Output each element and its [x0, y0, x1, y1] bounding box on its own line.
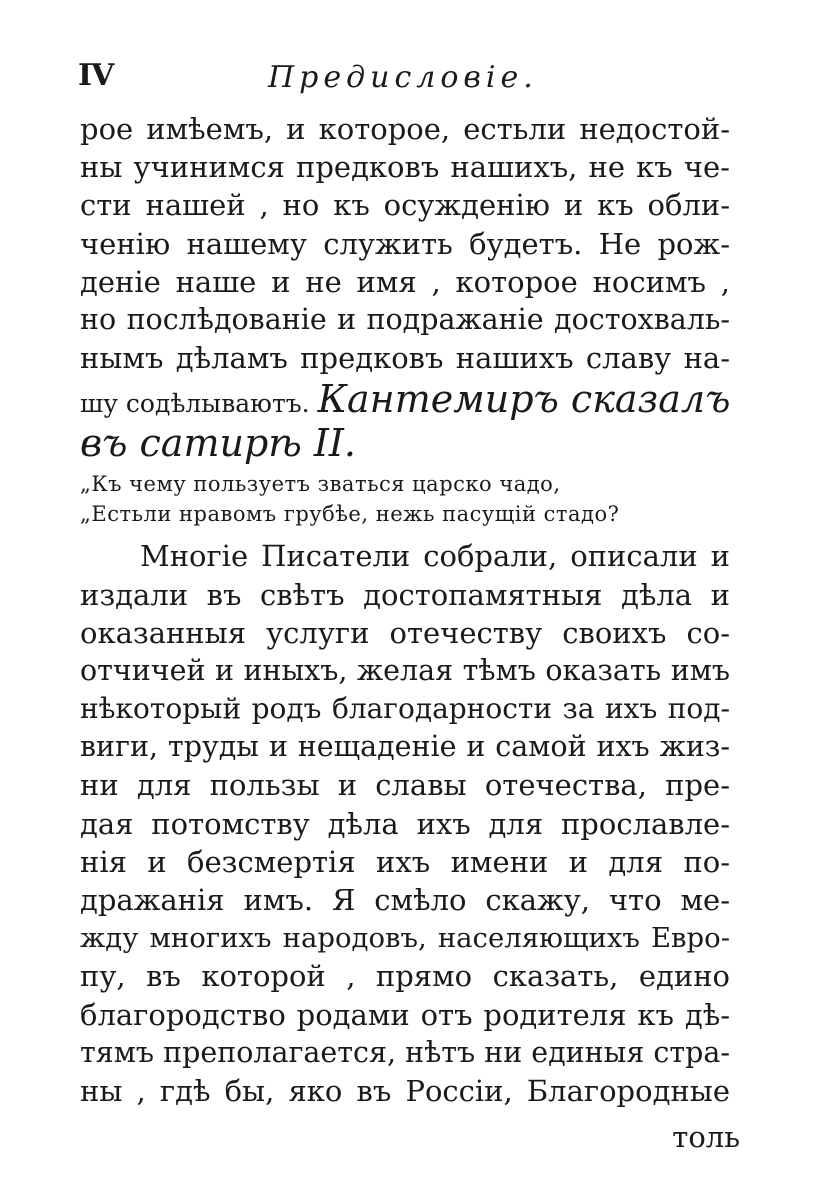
catchword: толь	[672, 1120, 740, 1154]
text-line: издали въ свѣтъ достопамятныя дѣла и	[80, 577, 730, 612]
text-line: сти нашей , но къ осужденію и къ обли-	[80, 188, 730, 223]
text-line: ченію нашему служить будетъ. Не рож-	[80, 226, 730, 261]
text-line	[80, 421, 730, 465]
text-line: тямъ преполагается, нѣтъ ни единыя стра-	[80, 1035, 730, 1069]
italic-attribution: Кантемиръ сказалъ	[317, 377, 731, 422]
text-line: виги, труды и нещаденіе и самой ихъ жиз-	[80, 730, 730, 764]
text-line: пу, въ которой , прямо сказать, едино	[80, 959, 730, 994]
quote-line: „Естьли нравомъ грубѣе, нежь пасущій стадо?	[80, 502, 620, 527]
paragraph-1	[80, 110, 730, 465]
text-line: дая потомству дѣла ихъ для прославле-	[80, 806, 730, 841]
text-line: деніе наше и не имя , которое носимъ ,	[80, 264, 730, 299]
text-line: оказанныя услуги отечеству своихъ со-	[80, 615, 730, 650]
text-line: дражанія имъ. Я смѣло скажу, что ме-	[80, 883, 730, 917]
text-line: жду многихъ народовъ, населяющихъ Евро-	[80, 922, 730, 955]
text-line: нія и безсмертія ихъ имени и для по-	[80, 844, 730, 879]
text-line: ны , гдѣ бы, яко въ Россіи, Благородные	[80, 1073, 730, 1108]
page-header	[78, 58, 758, 98]
text-line: ны учинимся предковъ нашихъ, не къ че-	[80, 150, 730, 185]
paragraph-2	[80, 537, 730, 1110]
page-number: IV	[78, 58, 114, 93]
text-segment: шу содѣлываютъ.	[80, 389, 310, 419]
text-line: нѣкоторый родъ благодарности за ихъ под-	[80, 692, 730, 726]
text-line: отчичей и иныхъ, желая тѣмъ оказать имъ	[80, 653, 730, 687]
text-line: но послѣдованіе и подражаніе достохваль-	[80, 302, 730, 336]
quote-line: „Къ чему пользуетъ зваться царско чадо,	[80, 472, 561, 497]
text-line: благородство родами отъ родителя къ дѣ-	[80, 997, 730, 1032]
running-head: Предисловіе.	[268, 60, 538, 95]
text-block	[80, 110, 730, 1110]
text-line: ни для пользы и славы отечества, пре-	[80, 768, 730, 803]
verse-quote	[80, 469, 730, 529]
text-line: нымъ дѣламъ предковъ нашихъ славу на-	[80, 341, 730, 376]
text-line: рое имѣемъ, и которое, естьли недостой-	[80, 112, 730, 146]
italic-attribution-tail: въ сатирѣ II.	[80, 421, 357, 466]
text-line-mixed	[80, 377, 730, 421]
text-line: Многіе Писатели собрали, описали и	[140, 539, 730, 574]
